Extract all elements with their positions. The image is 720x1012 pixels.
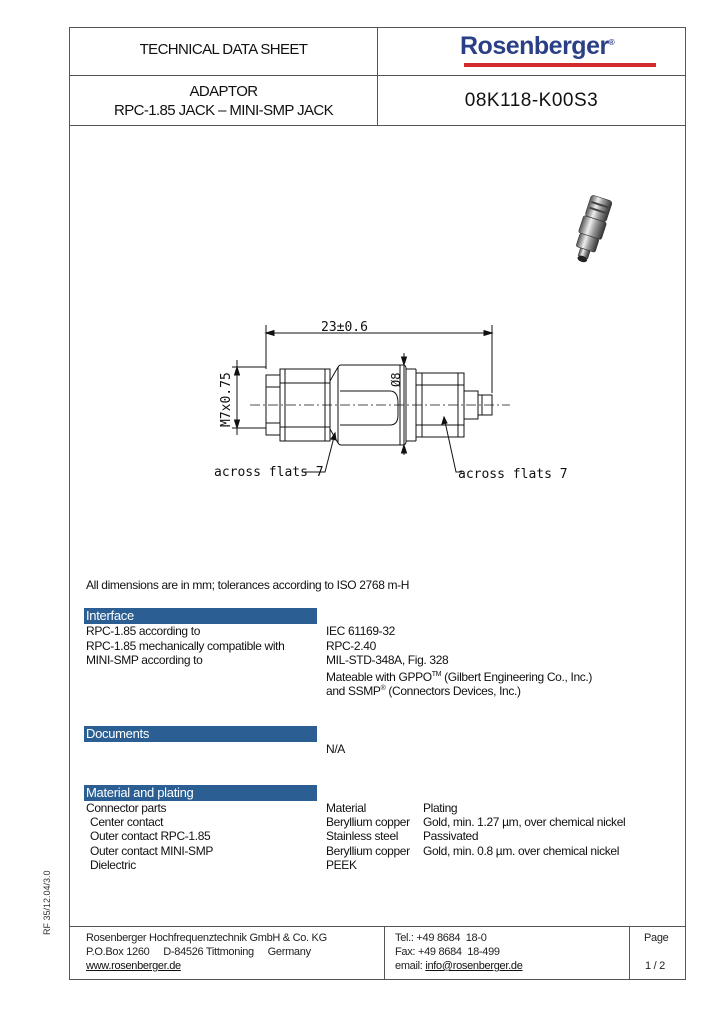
product-type: ADAPTOR — [189, 83, 258, 100]
thread-dimension-label: M7x0.75 — [219, 372, 234, 427]
footer-column-divider-2 — [629, 926, 630, 980]
interface-value-2: RPC-2.40 — [326, 639, 376, 653]
diameter-dimension-label: Ø8 — [389, 372, 403, 387]
material-col-parts: Connector parts — [86, 801, 167, 815]
interface-label-2: RPC-1.85 mechanically compatible with — [86, 639, 285, 653]
material-material-2: Stainless steel — [326, 829, 399, 843]
footer-email-link[interactable]: info@rosenberger.de — [425, 960, 523, 972]
documents-value: N/A — [326, 742, 345, 756]
material-part-4: Dielectric — [90, 858, 136, 872]
length-dimension-label: 23±0.6 — [321, 320, 368, 335]
interface-label-1: RPC-1.85 according to — [86, 624, 201, 638]
arrow-right — [484, 331, 492, 336]
material-plating-3: Gold, min. 0.8 µm. over chemical nickel — [423, 844, 620, 858]
material-material-4: PEEK — [326, 858, 357, 872]
rosenberger-logo: Rosenberger® — [460, 32, 615, 60]
technical-drawing — [200, 305, 580, 495]
footer-divider — [69, 926, 686, 927]
material-part-3: Outer contact MINI-SMP — [90, 844, 213, 858]
product-photo — [560, 190, 620, 275]
header-divider-2 — [69, 125, 686, 126]
interface-label-3: MINI-SMP according to — [86, 653, 203, 667]
footer-address: P.O.Box 1260 D-84526 Tittmoning Germany — [86, 946, 311, 958]
material-heading: Material and plating — [84, 785, 317, 801]
footer-page-label: Page — [644, 932, 669, 944]
footer-company: Rosenberger Hochfrequenztechnik GmbH & Co. KG — [86, 932, 327, 944]
footer-tel: Tel.: +49 8684 18-0 — [395, 932, 487, 944]
product-name — [70, 82, 377, 120]
interface-ssmp: and SSMP® (Connectors Devices, Inc.) — [326, 684, 521, 698]
footer-page-value: 1 / 2 — [645, 960, 665, 972]
flats-label-right: across flats 7 — [458, 467, 568, 482]
material-plating-2: Passivated — [423, 829, 479, 843]
documents-heading: Documents — [84, 726, 317, 742]
material-col-plating: Plating — [423, 801, 458, 815]
interface-mateable: Mateable with GPPO™ (Gilbert Engineering Co., Inc.) — [326, 670, 593, 684]
material-plating-1: Gold, min. 1.27 µm, over chemical nickel — [423, 815, 626, 829]
footer-column-divider-1 — [384, 926, 385, 980]
material-material-3: Beryllium copper — [326, 844, 410, 858]
product-description: RPC-1.85 JACK – MINI-SMP JACK — [113, 102, 334, 119]
logo-underline — [464, 63, 656, 67]
footer-email: email: info@rosenberger.de — [395, 960, 523, 972]
part-number: 08K118-K00S3 — [464, 90, 599, 111]
flats-label-left: across flats 7 — [214, 465, 324, 480]
material-col-material: Material — [326, 801, 366, 815]
material-part-1: Center contact — [90, 815, 164, 829]
dimensions-note: All dimensions are in mm; tolerances according to ISO 2768 m-H — [86, 578, 410, 592]
form-code: RF 35/12.04/3.0 — [42, 870, 52, 935]
arrow-left — [266, 331, 274, 336]
interface-value-3: MIL-STD-348A, Fig. 328 — [326, 653, 449, 667]
interface-value-1: IEC 61169-32 — [326, 624, 395, 638]
material-part-2: Outer contact RPC-1.85 — [90, 829, 211, 843]
material-material-1: Beryllium copper — [326, 815, 410, 829]
sheet-title: TECHNICAL DATA SHEET — [139, 41, 308, 58]
footer-website-link[interactable]: www.rosenberger.de — [86, 960, 181, 972]
footer-fax: Fax: +49 8684 18-499 — [395, 946, 500, 958]
interface-heading: Interface — [84, 608, 317, 624]
